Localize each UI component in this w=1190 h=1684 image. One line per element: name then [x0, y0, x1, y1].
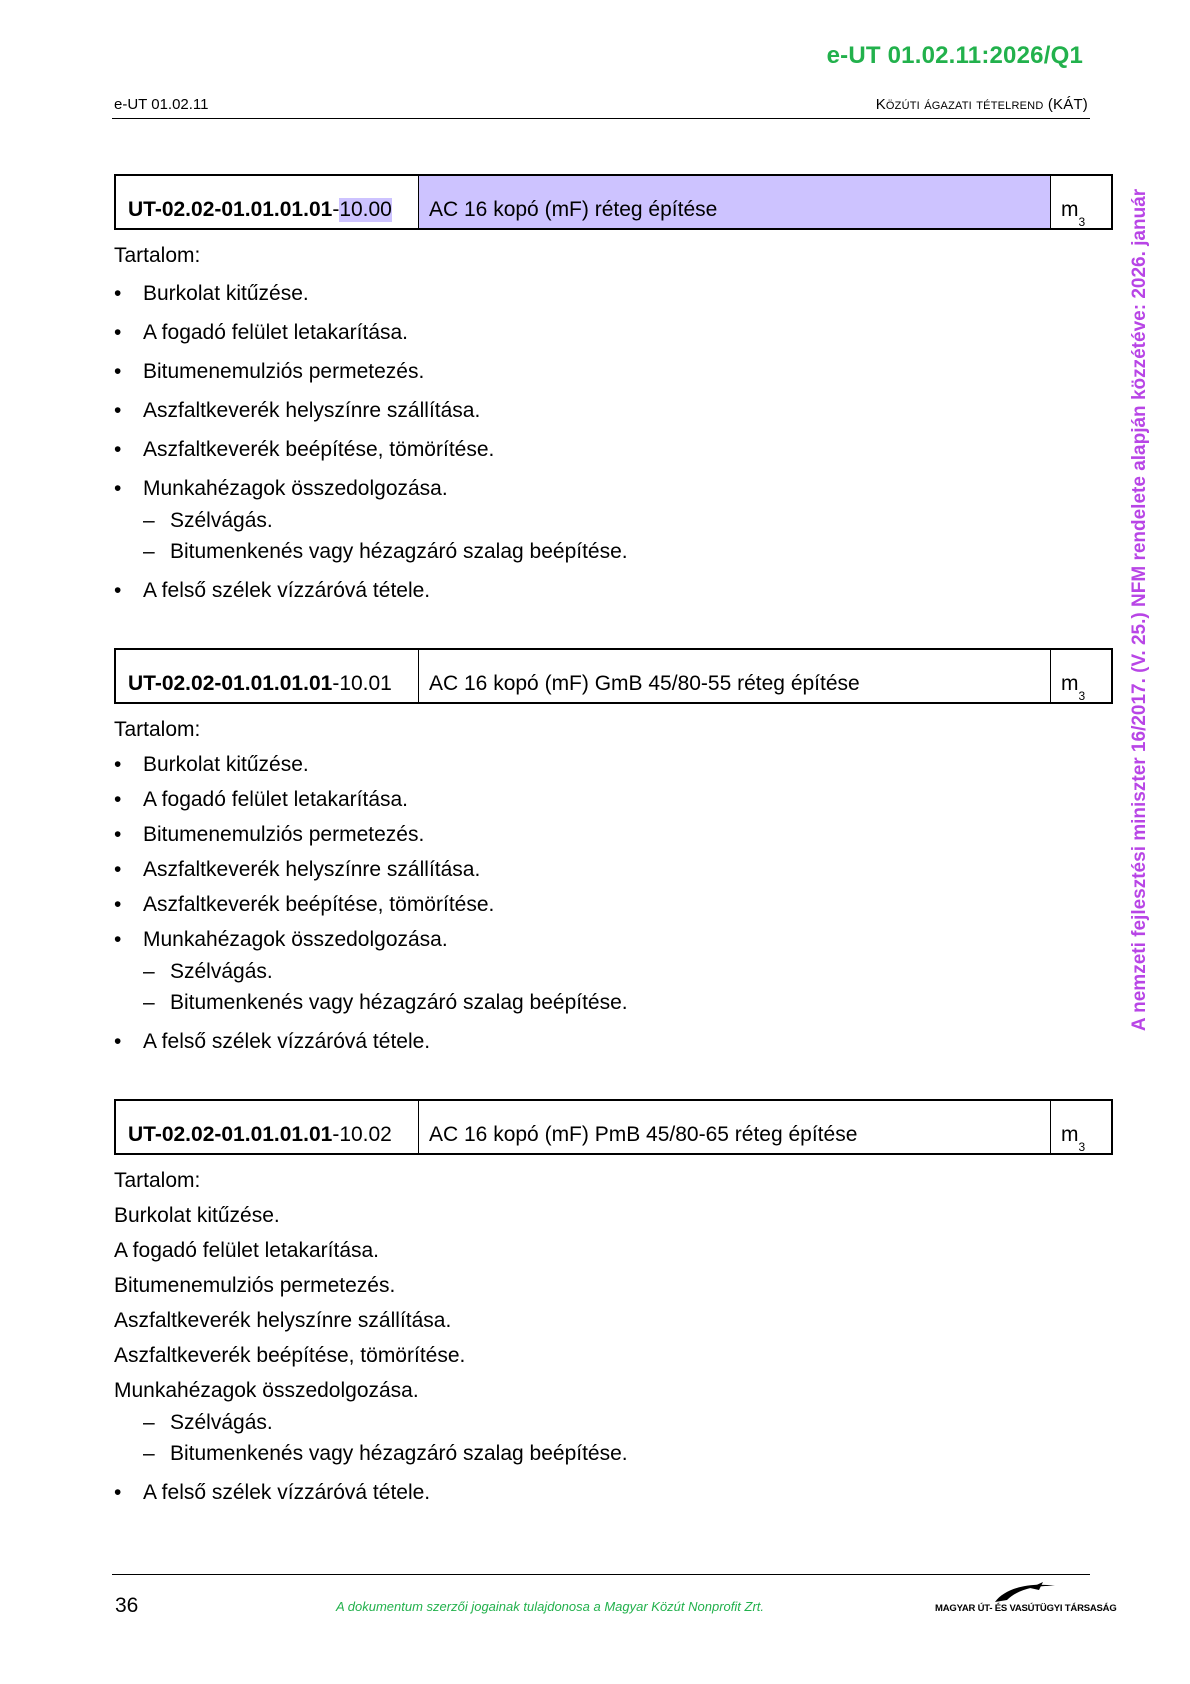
bullet-icon: • [114, 282, 122, 305]
list-item: A fogadó felület letakarítása. [114, 1239, 380, 1262]
item-unit-cell: m 3 [1061, 1123, 1086, 1154]
bullet-icon: • [114, 1030, 122, 1053]
item-code-cell [116, 650, 419, 702]
dash-icon: – [143, 991, 155, 1014]
bullet-icon: • [114, 1481, 122, 1504]
bullet-icon: • [114, 893, 122, 916]
bullet-icon: • [114, 928, 122, 951]
bullet-icon: • [114, 321, 122, 344]
copyright-notice: A dokumentum szerzői jogainak tulajdonosa a Magyar Közút Nonprofit Zrt. [335, 1599, 764, 1614]
publication-note-text: A nemzeti fejlesztési miniszter 16/2017. (V. 25.) NFM rendelete alapján közzétéve: 2026. január [1129, 188, 1150, 1032]
item-code-separator: - [332, 198, 340, 221]
item-code-main: UT-02.02-01.01.01.01 [128, 198, 333, 221]
bullet-icon: • [114, 399, 122, 422]
item-name-cell [419, 1101, 1051, 1153]
item-content-section: Tartalom: • Burkolat kitűzése. • A fogadó felület letakarítása. • Bitumenemulziós permetezés. • Aszfaltkeverék helyszínre szállítása. • Aszfaltkeverék beépítése, tömörítése. • Munkahézagok összedolgozása. – Szélvágás. – Bitumenkenés vagy hézagzáró szalag beépítése. • A felső szélek vízzáróvá tétele. [114, 244, 628, 602]
page-header [112, 96, 1090, 119]
item-code-main: UT-02.02-01.01.01.01 [128, 672, 333, 695]
list-item: Burkolat kitűzése. [114, 1204, 280, 1227]
publication-note [1124, 160, 1156, 1060]
item-unit: m [1061, 198, 1079, 221]
item-code-separator: - [332, 672, 340, 695]
bullet-icon: • [114, 438, 122, 461]
item-code-suffix: 10.00 [339, 198, 392, 221]
item-content-section: Tartalom: Burkolat kitűzése. A fogadó felület letakarítása. Bitumenemulziós permetezés. Aszfaltkeverék helyszínre szállítása. Aszfaltkeverék beépítése, tömörítése. Munkahézagok összedolgozása. – Szélvágás. – Bitumenkenés vagy hézagzáró szalag beépítése. • A felső szélek vízzáróvá tétele. [114, 1169, 628, 1504]
document-code: e-UT 01.02.11:2026/Q1 [826, 42, 1083, 69]
bullet-icon: • [114, 788, 122, 811]
dash-icon: – [143, 960, 155, 983]
bullet-icon: • [114, 360, 122, 383]
content-label: Tartalom: [114, 1169, 201, 1192]
item-unit-cell: m 3 [1061, 198, 1086, 229]
list-item: Aszfaltkeverék helyszínre szállítása. [114, 1309, 452, 1332]
dash-icon: – [143, 1442, 155, 1465]
item-name-cell [419, 650, 1051, 702]
item-name: AC 16 kopó (mF) réteg építése [429, 198, 718, 221]
dash-icon: – [143, 1411, 155, 1434]
dash-icon: – [143, 509, 155, 532]
logo-text: MAGYAR ÚT- ÉS VASÚTÜGYI TÁRSASÁG [935, 1603, 1117, 1614]
item-name: AC 16 kopó (mF) GmB 45/80-55 réteg építése [429, 672, 860, 695]
list-item: Munkahézagok összedolgozása. [114, 1379, 419, 1402]
content-label: Tartalom: [114, 718, 201, 741]
item-name: AC 16 kopó (mF) PmB 45/80-65 réteg építése [429, 1123, 858, 1146]
item-header-table [114, 1099, 1113, 1155]
page-number: 36 [115, 1594, 139, 1617]
list-item: Aszfaltkeverék beépítése, tömörítése. [114, 1344, 466, 1367]
content-label: Tartalom: [114, 244, 201, 267]
bullet-icon: • [114, 477, 122, 500]
list-item: Bitumenemulziós permetezés. [114, 1274, 396, 1297]
company-logo [935, 1578, 1117, 1618]
bullet-icon: • [114, 579, 122, 602]
item-code-suffix: 10.02 [339, 1123, 392, 1146]
header-document-id: e-UT 01.02.11 [114, 96, 209, 113]
item-code-cell [116, 176, 419, 228]
item-code-cell [116, 1101, 419, 1153]
item-name-cell [419, 176, 1051, 228]
dash-icon: – [143, 540, 155, 563]
header-title: Közúti ágazati tételrend (KÁT) [875, 96, 1088, 113]
bullet-icon: • [114, 753, 122, 776]
item-unit: m [1061, 1123, 1079, 1146]
item-unit-cell: m 3 [1061, 672, 1086, 703]
item-code-suffix: 10.01 [339, 672, 392, 695]
footer-divider [112, 1574, 1090, 1575]
item-code-main: UT-02.02-01.01.01.01 [128, 1123, 333, 1146]
item-header-table [114, 174, 1113, 230]
item-unit: m [1061, 672, 1079, 695]
bullet-icon: • [114, 858, 122, 881]
bullet-icon: • [114, 823, 122, 846]
item-header-table [114, 648, 1113, 704]
item-content-section: Tartalom: • Burkolat kitűzése. • A fogadó felület letakarítása. • Bitumenemulziós permetezés. • Aszfaltkeverék helyszínre szállítása. • Aszfaltkeverék beépítése, tömörítése. • Munkahézagok összedolgozása. – Szélvágás. – Bitumenkenés vagy hézagzáró szalag beépítése. • A felső szélek vízzáróvá tétele. [114, 718, 628, 1053]
item-code-separator: - [332, 1123, 340, 1146]
